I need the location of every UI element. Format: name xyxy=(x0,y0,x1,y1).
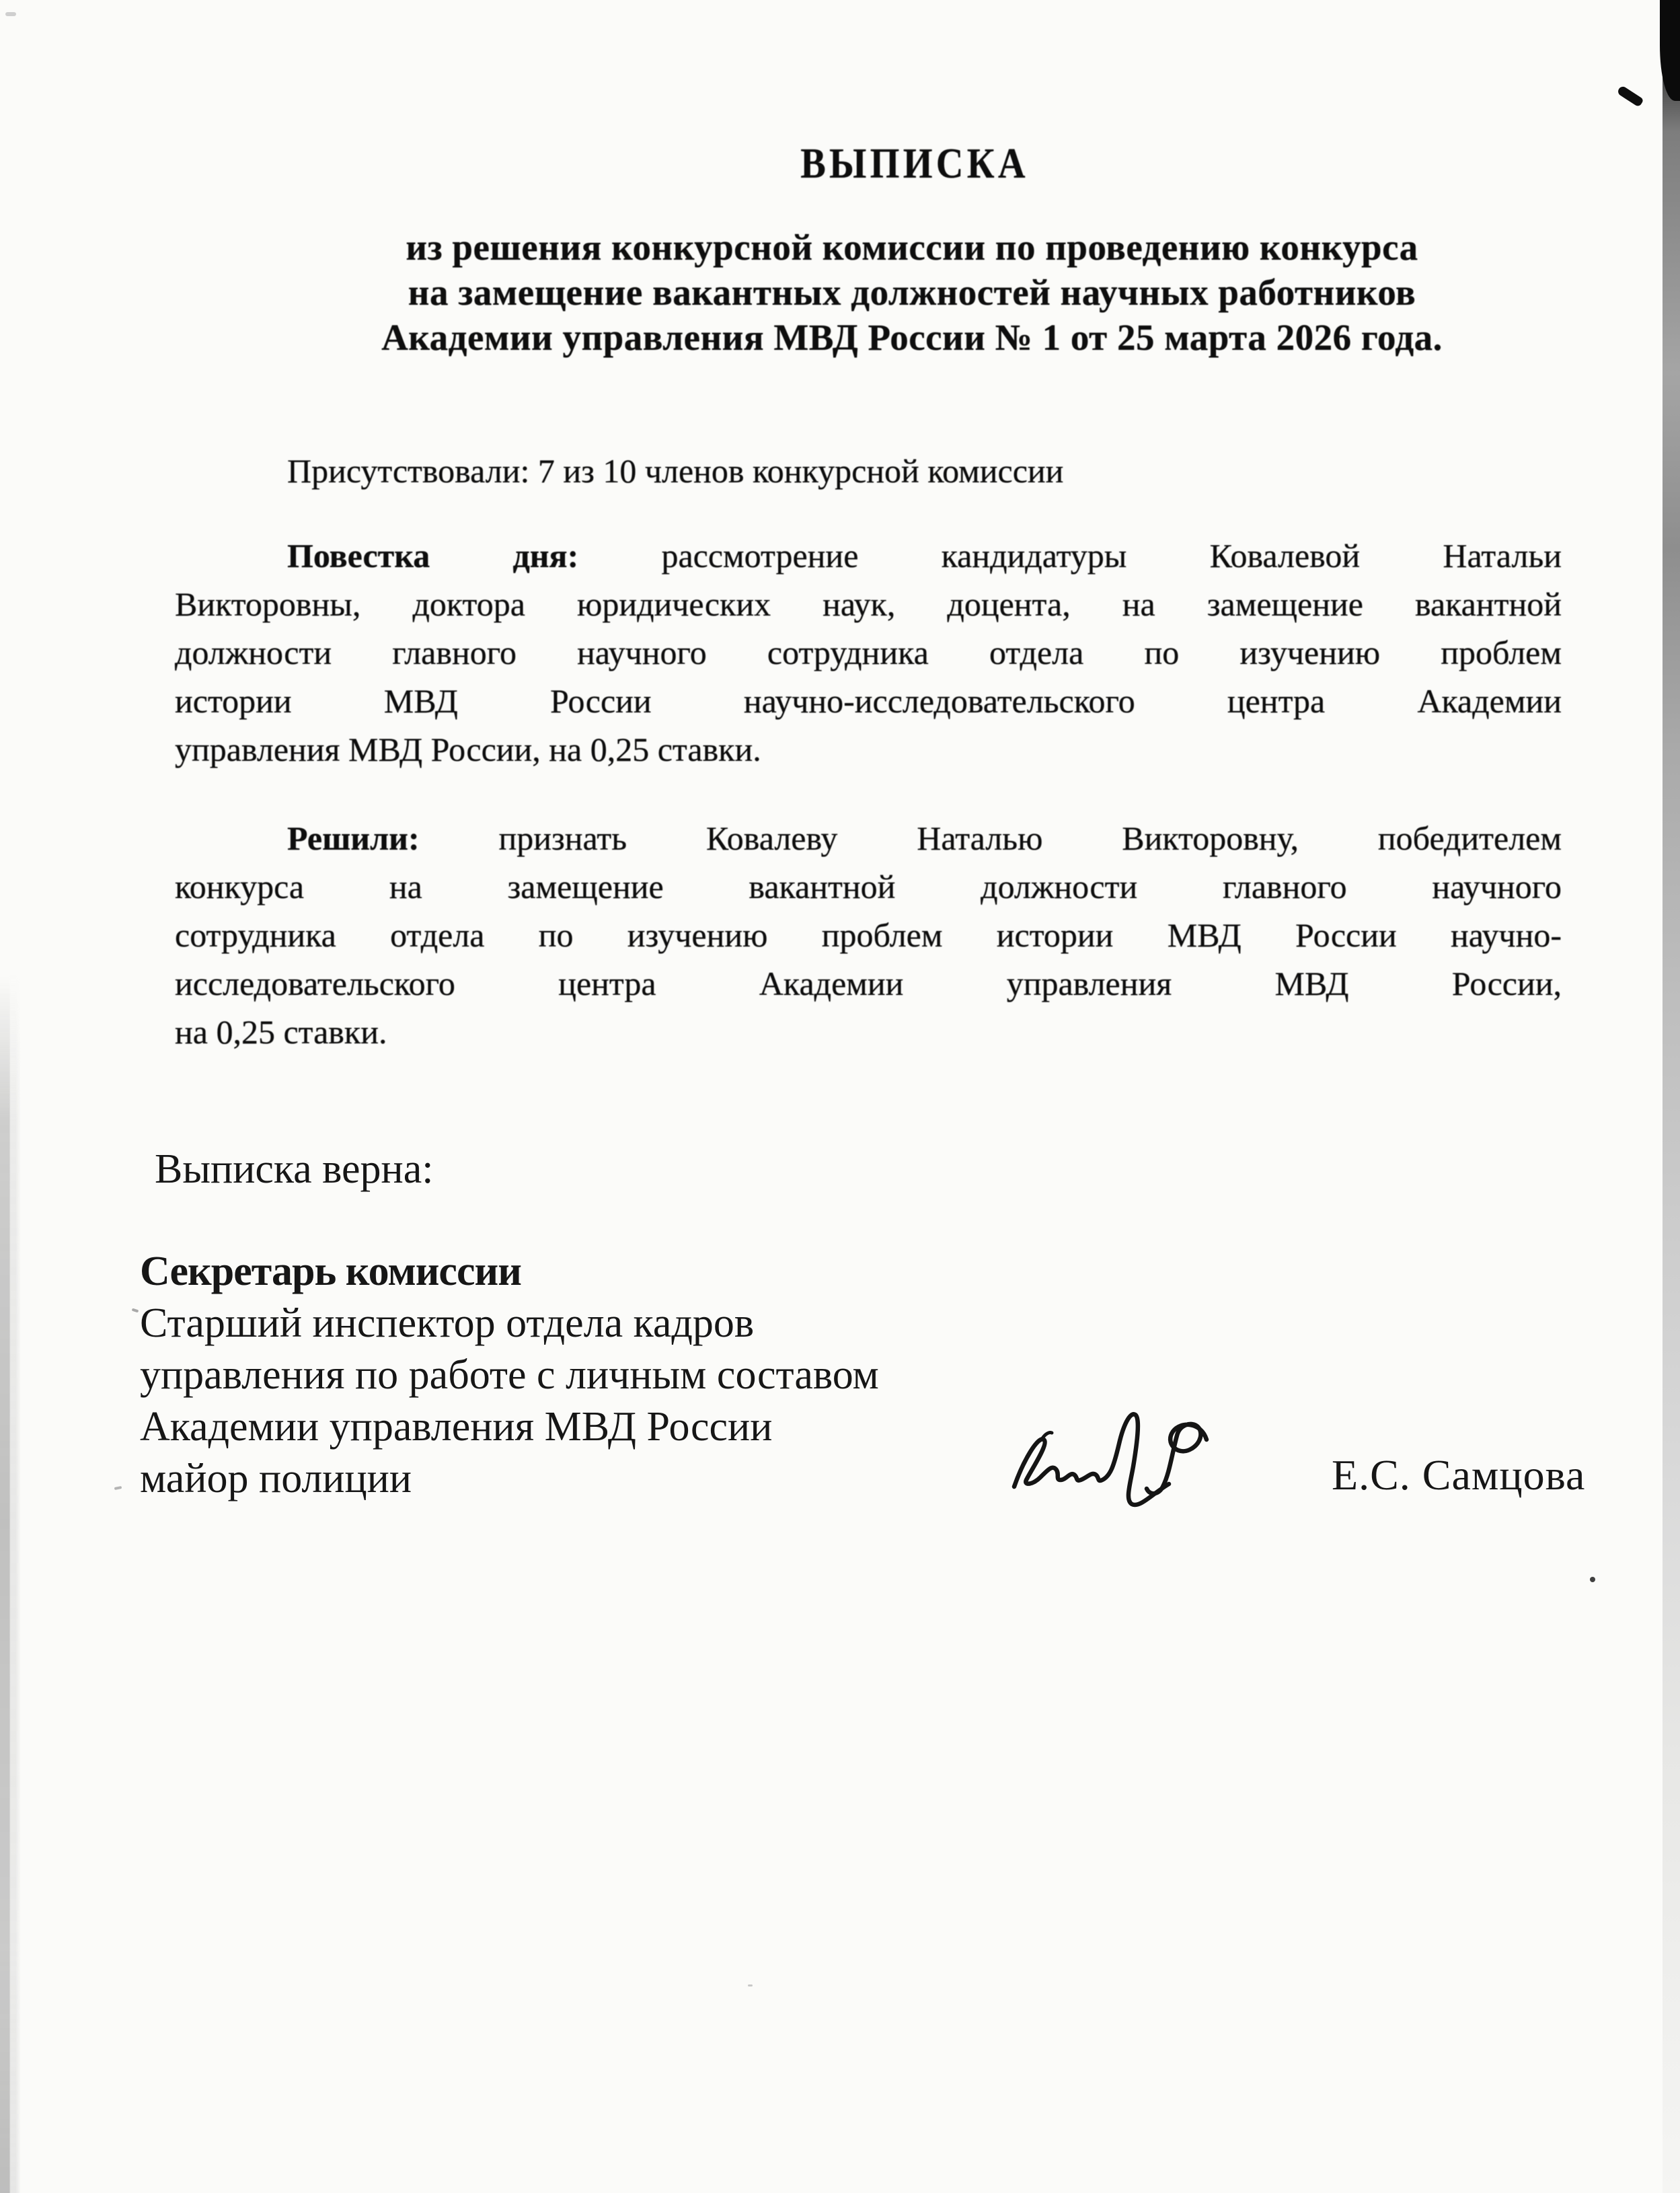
certification-statement: Выписка верна: xyxy=(155,1146,434,1192)
handwritten-signature-icon xyxy=(1003,1405,1216,1519)
resolution-label: Решили: xyxy=(287,819,420,857)
dust-speck xyxy=(132,1308,139,1313)
subtitle-line: на замещение вакантных должностей научных работников xyxy=(408,272,1416,313)
signer-position-line: Академии управления МВД России xyxy=(140,1404,773,1450)
agenda-line: должности главного научного сотрудника отдела по изучению проблем xyxy=(175,634,1562,671)
resolution-paragraph xyxy=(175,814,1562,1056)
agenda-line xyxy=(175,531,1562,580)
signer-position-line: майор полиции xyxy=(140,1456,412,1501)
signer-role: Секретарь комиссии xyxy=(140,1249,521,1294)
signer-position-block xyxy=(140,1246,1081,1505)
agenda-line: управления МВД России, на 0,25 ставки. xyxy=(175,731,761,768)
document-subtitle xyxy=(336,225,1488,360)
dust-speck xyxy=(748,1984,753,1986)
resolution-line xyxy=(175,814,1562,862)
resolution-line: на 0,25 ставки. xyxy=(175,1013,387,1051)
subtitle-line: Академии управления МВД России № 1 от 25 марта 2026 года. xyxy=(381,317,1443,358)
attendance-line: Присутствовали: 7 из 10 членов конкурсной комиссии xyxy=(287,452,1064,490)
signer-position-line: Старший инспектор отдела кадров xyxy=(140,1300,755,1346)
signer-position-line: управления по работе с личным составом xyxy=(140,1352,879,1398)
agenda-line-text: рассмотрение кандидатуры Ковалевой Натальи xyxy=(578,537,1562,574)
agenda-label: Повестка дня: xyxy=(287,537,579,574)
document-title: ВЫПИСКА xyxy=(800,139,1029,187)
agenda-line: Викторовны, доктора юридических наук, доцента, на замещение вакантной xyxy=(175,585,1562,623)
resolution-line: сотрудника отдела по изучению проблем истории МВД России научно- xyxy=(175,916,1562,954)
signer-name: Е.С. Самцова xyxy=(1332,1451,1586,1499)
agenda-paragraph xyxy=(175,531,1562,774)
dust-speck xyxy=(114,1486,122,1490)
resolution-line: конкурса на замещение вакантной должности главного научного xyxy=(175,868,1562,905)
agenda-line: истории МВД России научно-исследовательского центра Академии xyxy=(175,682,1562,720)
scan-edge-shadow-left xyxy=(0,975,20,2193)
resolution-line-text: признать Ковалеву Наталью Викторовну, победителем xyxy=(419,819,1562,857)
resolution-line: исследовательского центра Академии управления МВД России, xyxy=(175,965,1562,1002)
dust-speck xyxy=(1590,1577,1595,1582)
subtitle-line: из решения конкурсной комиссии по проведению конкурса xyxy=(406,227,1418,268)
